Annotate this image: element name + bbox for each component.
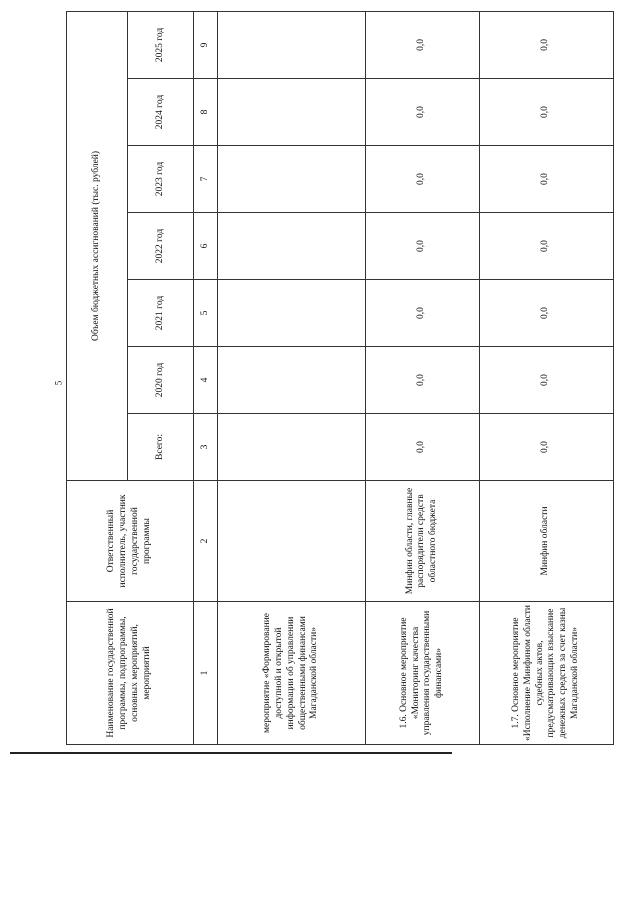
column-number: 4	[194, 347, 218, 414]
rotated-table-container	[66, 12, 614, 745]
header-year-2025: 2025 год	[128, 11, 194, 78]
row-value: 0,0	[366, 280, 480, 347]
header-budget-group: Объем бюджетных ассигнований (тыс. рублей)	[67, 11, 128, 480]
row-value	[218, 11, 366, 78]
header-year-2021: 2021 год	[128, 280, 194, 347]
header-year-2023: 2023 год	[128, 146, 194, 213]
column-number: 3	[194, 414, 218, 481]
table-row	[366, 11, 480, 744]
row-program-name: 1.7. Основное мероприятие «Исполнение Минфином области судебных актов, предусматривающих взыскание денежных средств за счет казны Магаданской области»	[479, 602, 613, 745]
row-program-name: 1.6. Основное мероприятие «Мониторинг качества управления государственными финансами»	[366, 602, 480, 745]
header-year-2022: 2022 год	[128, 213, 194, 280]
footnote-divider	[10, 752, 452, 754]
row-value	[218, 280, 366, 347]
row-value: 0,0	[479, 213, 613, 280]
header-total: Всего:	[128, 414, 194, 481]
header-year-2020: 2020 год	[128, 347, 194, 414]
row-value	[218, 79, 366, 146]
row-value: 0,0	[479, 11, 613, 78]
row-value: 0,0	[366, 347, 480, 414]
row-value	[218, 414, 366, 481]
row-program-name: мероприятие «Формирование доступной и открытой информации об управлении общественными финансами Магаданской области»	[218, 602, 366, 745]
row-value: 0,0	[366, 79, 480, 146]
header-program-name: Наименование государственной программы, подпрограммы, основных мероприятий, мероприятий	[67, 602, 194, 745]
row-executor: Минфин области	[479, 481, 613, 602]
budget-table	[66, 11, 614, 745]
row-value: 0,0	[366, 11, 480, 78]
header-executor: Ответственный исполнитель, участник государственной программы	[67, 481, 194, 602]
row-value: 0,0	[366, 414, 480, 481]
row-value: 0,0	[479, 414, 613, 481]
row-executor: Минфин области, главные распорядители средств областного бюджета	[366, 481, 480, 602]
row-value	[218, 146, 366, 213]
table-row	[479, 11, 613, 744]
row-value: 0,0	[479, 79, 613, 146]
row-value: 0,0	[366, 146, 480, 213]
column-number: 8	[194, 79, 218, 146]
row-value	[218, 347, 366, 414]
row-value	[218, 213, 366, 280]
column-number: 5	[194, 280, 218, 347]
row-executor	[218, 481, 366, 602]
column-number: 7	[194, 146, 218, 213]
page-number: 5	[53, 380, 64, 386]
row-value: 0,0	[479, 280, 613, 347]
table-row	[218, 11, 366, 744]
row-value: 0,0	[479, 146, 613, 213]
column-number: 1	[194, 602, 218, 745]
row-value: 0,0	[479, 347, 613, 414]
column-number: 2	[194, 481, 218, 602]
row-value: 0,0	[366, 213, 480, 280]
column-number: 9	[194, 11, 218, 78]
header-year-2024: 2024 год	[128, 79, 194, 146]
column-number: 6	[194, 213, 218, 280]
